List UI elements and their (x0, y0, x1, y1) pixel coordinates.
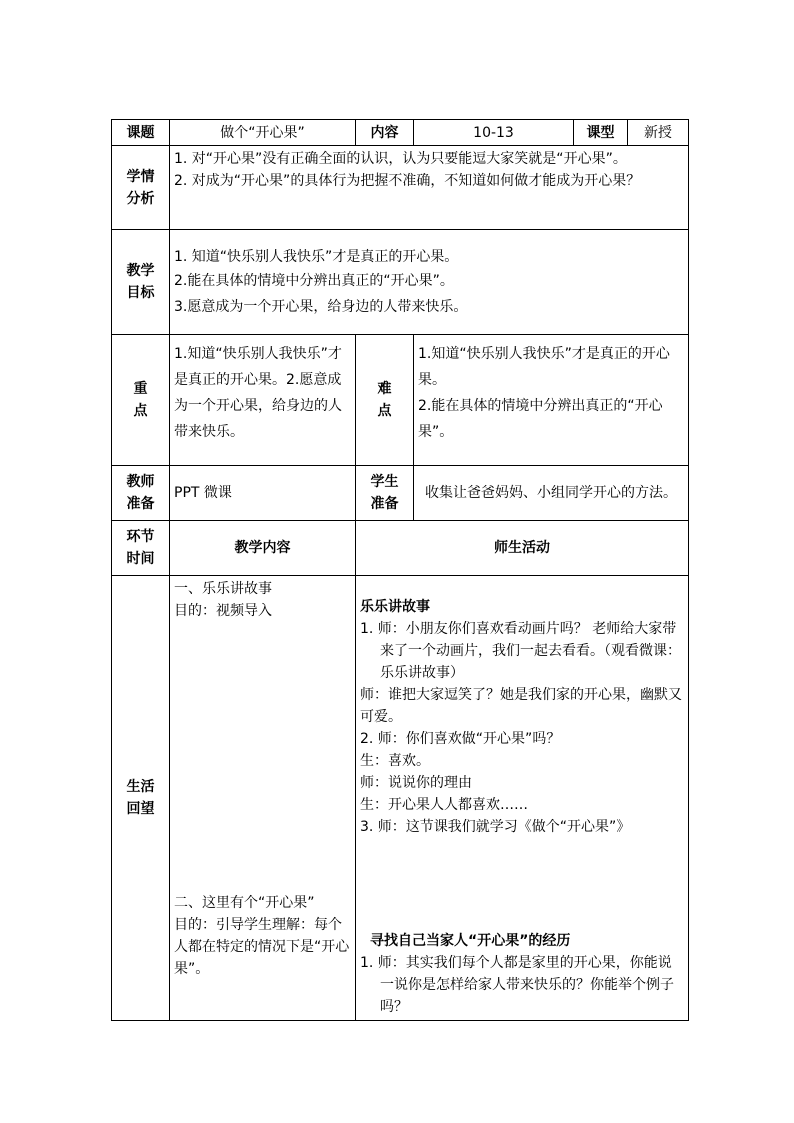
keypoints-text: 1.知道“快乐别人我快乐”才是真正的开心果。2.愿意成为一个开心果，给身边的人带来快乐。 (170, 335, 356, 466)
activity-title-experience: 寻找自己当家人“开心果”的经历 (370, 933, 571, 949)
type-label: 课型 (574, 120, 628, 146)
student-prep-value: 收集让爸爸妈妈、小组同学开心的方法。 (414, 466, 689, 521)
goals-label: 教学 目标 (112, 230, 170, 335)
topic-value: 做个“开心果” (170, 120, 356, 146)
student-prep-label: 学生 准备 (356, 466, 414, 521)
activity-item: 2. 师：你们喜欢做“开心果”吗？ (360, 731, 561, 747)
life-review-activity (356, 576, 689, 1021)
activity-item: 1. 师：小朋友你们喜欢看动画片吗？ 老师给大家带来了一个动画片，我们一起去看看。（观看微课：乐乐讲故事） (360, 621, 681, 681)
life-review-row (112, 576, 689, 1021)
situation-text: 1. 对“开心果”没有正确全面的认识，认为只要能逗大家笑就是“开心果”。 2. 对成为“开心果”的具体行为把握不准确，不知道如何做才能成为开心果？ (170, 146, 689, 230)
activity-column-label: 师生活动 (356, 521, 689, 576)
content-label: 内容 (356, 120, 414, 146)
keypoints-label: 重 点 (112, 335, 170, 466)
goals-row (112, 230, 689, 335)
difficulty-text: 1.知道“快乐别人我快乐”才是真正的开心果。 2.能在具体的情境中分辨出真正的“开心果”。 (414, 335, 689, 466)
lesson-plan-table (111, 119, 689, 1021)
column-header-row (112, 521, 689, 576)
activity-item: 生：喜欢。 (360, 753, 430, 769)
header-row (112, 120, 689, 146)
activity-item: 3. 师：这节课我们就学习《做个“开心果”》 (360, 819, 631, 835)
teacher-prep-value: PPT 微课 (170, 466, 356, 521)
situation-row (112, 146, 689, 230)
life-review-content: 一、乐乐讲故事 目的：视频导入 二、这里有个“开心果” 目的：引导学生理解：每个人都在特定的情况下是“开心果”。 (170, 576, 356, 1021)
topic-label: 课题 (112, 120, 170, 146)
activity-item: 生：开心果人人都喜欢…… (360, 797, 528, 813)
content-column-label: 教学内容 (170, 521, 356, 576)
stage-label: 环节 时间 (112, 521, 170, 576)
teacher-prep-label: 教师 准备 (112, 466, 170, 521)
activity-title-story: 乐乐讲故事 (360, 599, 430, 615)
type-value: 新授 (628, 120, 689, 146)
prep-row (112, 466, 689, 521)
activity-item: 1. 师：其实我们每个人都是家里的开心果，你能说一说你是怎样给家人带来快乐的？你能举个例子吗？ (360, 955, 674, 1015)
activity-item: 师：谁把大家逗笑了？她是我们家的开心果，幽默又可爱。 (360, 687, 682, 725)
difficulty-label: 难 点 (356, 335, 414, 466)
life-review-label: 生活 回望 (112, 576, 170, 1021)
content-value: 10-13 (414, 120, 574, 146)
goals-text: 1. 知道“快乐别人我快乐”才是真正的开心果。 2.能在具体的情境中分辨出真正的“开心果”。 3.愿意成为一个开心果，给身边的人带来快乐。 (170, 230, 689, 335)
keypoints-row (112, 335, 689, 466)
situation-label: 学情 分析 (112, 146, 170, 230)
activity-item: 师：说说你的理由 (360, 775, 472, 791)
